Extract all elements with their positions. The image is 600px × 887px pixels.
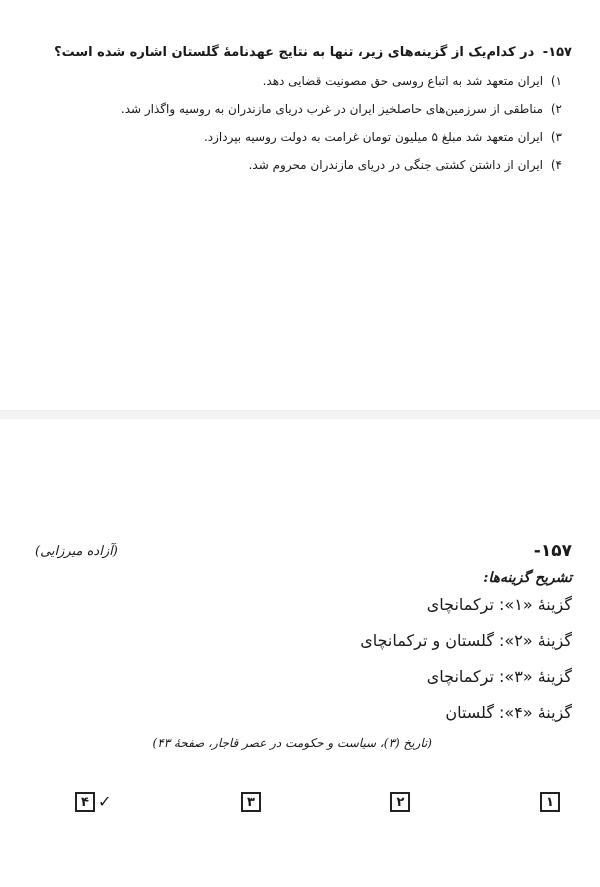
answer-header <box>27 538 572 564</box>
option-text: ایران متعهد شد به اتباع روسی حق مصونیت قضایی دهد. <box>262 74 544 88</box>
question-block <box>27 44 572 184</box>
choice-2 <box>390 792 410 812</box>
choice-1 <box>540 792 560 812</box>
question-text: در کدام‌یک از گزینه‌های زیر، تنها به نتایج عهدنامهٔ گلستان اشاره شده است؟ <box>54 45 535 60</box>
explanation-title: تشریح گزینه‌ها: <box>483 570 572 586</box>
option-number: ۱) <box>550 74 562 88</box>
explanation-item-1: گزینهٔ «۱»: ترکمانچای <box>426 595 572 614</box>
answer-number: ۱۵۷- <box>533 541 572 561</box>
option-number: ۳) <box>550 130 562 144</box>
choice-box: ۲ <box>390 792 410 812</box>
choice-4-correct <box>75 792 111 812</box>
section-divider <box>0 410 600 419</box>
checkmark-icon: ✓ <box>98 792 112 811</box>
option-text: مناطقی از سرزمین‌های حاصلخیز ایران در غرب دریای مازندران به روسیه واگذار شد. <box>120 102 544 116</box>
choice-3 <box>241 792 261 812</box>
question-title <box>27 44 572 62</box>
author-name: (آزاده میرزایی) <box>35 543 118 559</box>
option-number: ۲) <box>550 102 562 116</box>
option-2 <box>27 100 572 118</box>
option-text: ایران از داشتن کشتی جنگی در دریای مازندران محروم شد. <box>248 158 544 172</box>
option-3 <box>27 128 572 146</box>
choice-box: ۳ <box>241 792 261 812</box>
answer-block <box>27 538 572 750</box>
explanation-item-3: گزینهٔ «۳»: ترکمانچای <box>426 667 572 686</box>
choice-box: ۱ <box>540 792 560 812</box>
choice-box: ۴ <box>75 792 95 812</box>
answer-choices <box>75 792 560 812</box>
option-4 <box>27 156 572 174</box>
explanation-item-4: گزینهٔ «۴»: گلستان <box>445 703 572 722</box>
question-number: ۱۵۷- <box>542 45 572 60</box>
source-reference: (تاریخ (۳)، سیاست و حکومت در عصر قاجار، صفحهٔ ۴۳) <box>152 736 432 750</box>
option-text: ایران متعهد شد مبلغ ۵ میلیون تومان غرامت به دولت روسیه بپردازد. <box>203 130 544 144</box>
option-1 <box>27 72 572 90</box>
option-number: ۴) <box>550 158 562 172</box>
explanation-item-2: گزینهٔ «۲»: گلستان و ترکمانچای <box>360 631 572 650</box>
